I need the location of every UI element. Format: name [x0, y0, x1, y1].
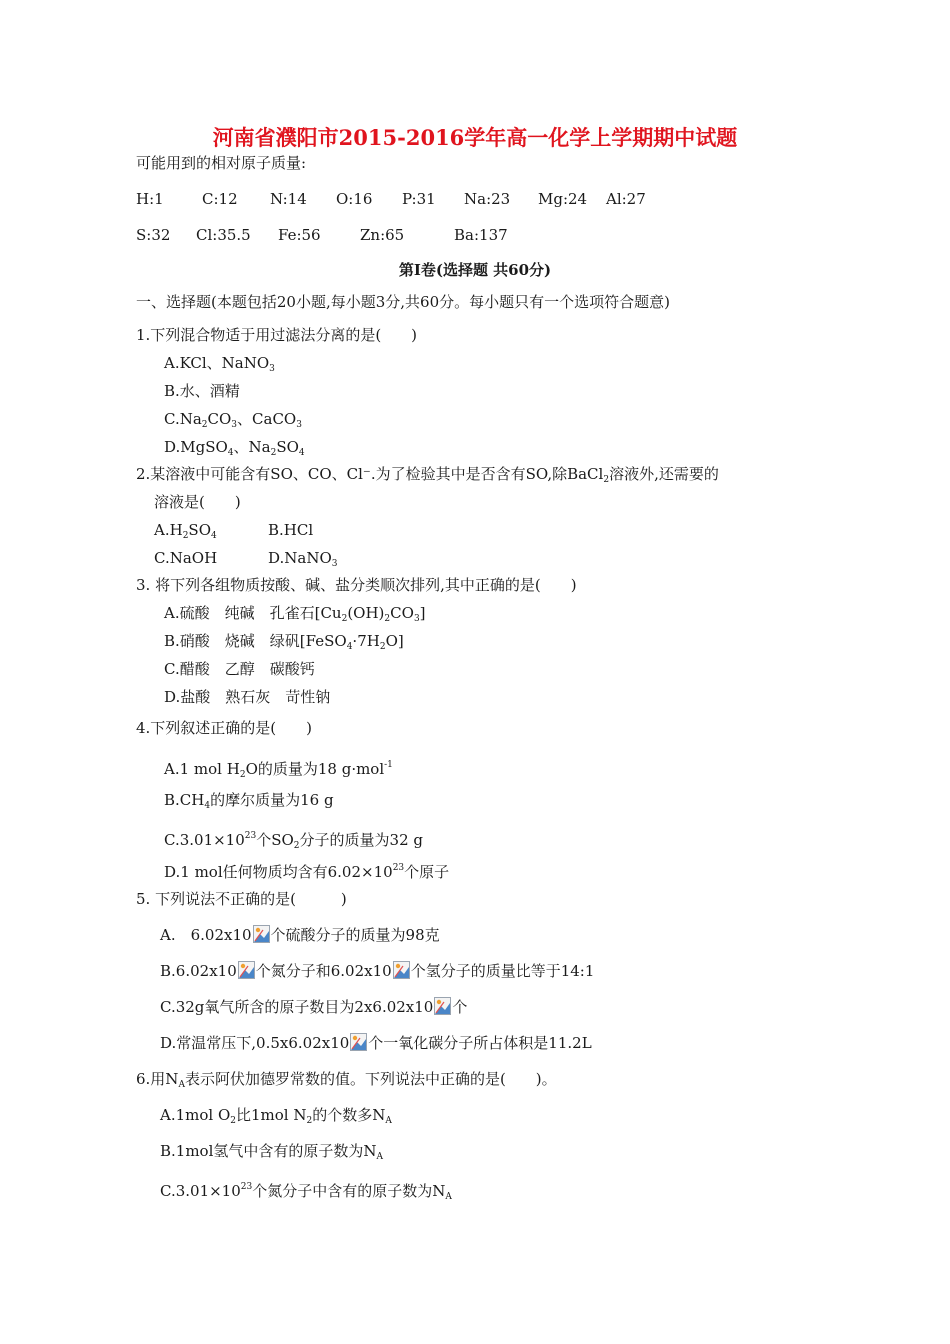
q5-stem: 5. 下列说法不正确的是( ): [136, 890, 347, 908]
q6-option-c: $C.3.01\times 10^{23}$个氮分子中含有的原子数为$N_A$: [160, 1182, 452, 1202]
mass-c: C:12: [202, 190, 238, 208]
mass-p: P:31: [402, 190, 436, 208]
page-title: 河南省濮阳市2015-2016学年高一化学上学期期中试题: [212, 125, 738, 150]
q6-option-a: A.1mol $O_2$比1mol $N_2$的个数多$N_A$: [160, 1106, 392, 1126]
q1-option-d: D.MgSO$_4$、$Na_2SO_4$: [164, 438, 305, 458]
q2-option-b: B.HCl: [268, 521, 314, 539]
mass-cl: Cl:35.5: [196, 226, 251, 244]
q2-stem-line1: 2.某溶液中可能含有SO、CO、Cl⁻.为了检验其中是否含有SO,除BaCl$_2$溶液外,还需要的: [136, 465, 719, 485]
mass-ba: Ba:137: [454, 226, 508, 244]
q2-option-d: D.NaNO$_3$: [268, 549, 338, 569]
mass-al: Al:27: [606, 190, 646, 208]
q2-option-a: $A.H_2SO_4$: [154, 521, 217, 541]
q3-option-a: A.硫酸 纯碱 孔雀石$[Cu_2(OH)_2CO_3]$: [164, 604, 426, 624]
q6-option-b: B.1mol氢气中含有的原子数为$N_A$: [160, 1142, 384, 1162]
broken-image-icon: [238, 961, 255, 979]
q4-stem: 4.下列叙述正确的是( ): [136, 719, 313, 737]
q5-option-a: A. 6.02x10 个硫酸分子的质量为98克: [160, 926, 440, 944]
q5-option-b: B.6.02x10 个氮分子和6.02x10 个氢分子的质量比等于14:1: [160, 962, 595, 980]
q6-stem: 6.用$N_A$表示阿伏加德罗常数的值。下列说法中正确的是( )。: [136, 1070, 557, 1090]
q2-stem-line2: 溶液是( ): [154, 493, 241, 511]
q3-stem: 3. 将下列各组物质按酸、碱、盐分类顺次排列,其中正确的是( ): [136, 576, 577, 594]
q2-option-c: C.NaOH: [154, 549, 218, 567]
q4-option-b: $B.CH_4$的摩尔质量为16 g: [164, 791, 334, 811]
q5-option-d: D.常温常压下,0.5x6.02x10 个一氧化碳分子所占体积是11.2L: [160, 1034, 592, 1052]
mass-mg: Mg:24: [538, 190, 588, 208]
q4-option-a: A.1 mol $H_2O$的质量为18 g·mol$^{-1}$: [164, 760, 393, 780]
q1-option-b: B.水、酒精: [164, 382, 240, 400]
mass-n: N:14: [270, 190, 307, 208]
q1-option-a: A.KCl、NaNO$_3$: [164, 354, 275, 374]
broken-image-icon: [434, 997, 451, 1015]
q5-option-c: C.32g氧气所含的原子数目为2x6.02x10 个: [160, 998, 468, 1016]
q4-option-d: D.1 mol任何物质均含有$6.02\times 10^{23}$个原子: [164, 863, 450, 881]
mass-fe: Fe:56: [278, 226, 321, 244]
q4-option-c: $C.3.01\times 10^{23}$个$SO_2$分子的质量为32 g: [164, 831, 423, 851]
broken-image-icon: [350, 1033, 367, 1051]
section-title: 第Ⅰ卷(选择题 共60分): [398, 261, 552, 279]
mass-o: O:16: [336, 190, 373, 208]
section-instruction: 一、选择题(本题包括20小题,每小题3分,共60分。每小题只有一个选项符合题意): [136, 293, 670, 311]
q1-option-c: $C.Na_2CO_3$、CaCO$_3$: [164, 410, 302, 430]
q3-option-b: B.硝酸 烧碱 绿矾$[FeSO_4\cdot 7H_2O]$: [164, 632, 404, 652]
mass-zn: Zn:65: [360, 226, 405, 244]
atomic-mass-intro: 可能用到的相对原子质量:: [136, 154, 307, 172]
q1-stem: 1.下列混合物适于用过滤法分离的是( ): [136, 326, 418, 344]
broken-image-icon: [393, 961, 410, 979]
broken-image-icon: [253, 925, 270, 943]
mass-h: H:1: [136, 190, 164, 208]
q3-option-d: D.盐酸 熟石灰 苛性钠: [164, 688, 331, 706]
mass-na: Na:23: [464, 190, 511, 208]
mass-s: S:32: [136, 226, 171, 244]
q3-option-c: C.醋酸 乙醇 碳酸钙: [164, 660, 315, 678]
